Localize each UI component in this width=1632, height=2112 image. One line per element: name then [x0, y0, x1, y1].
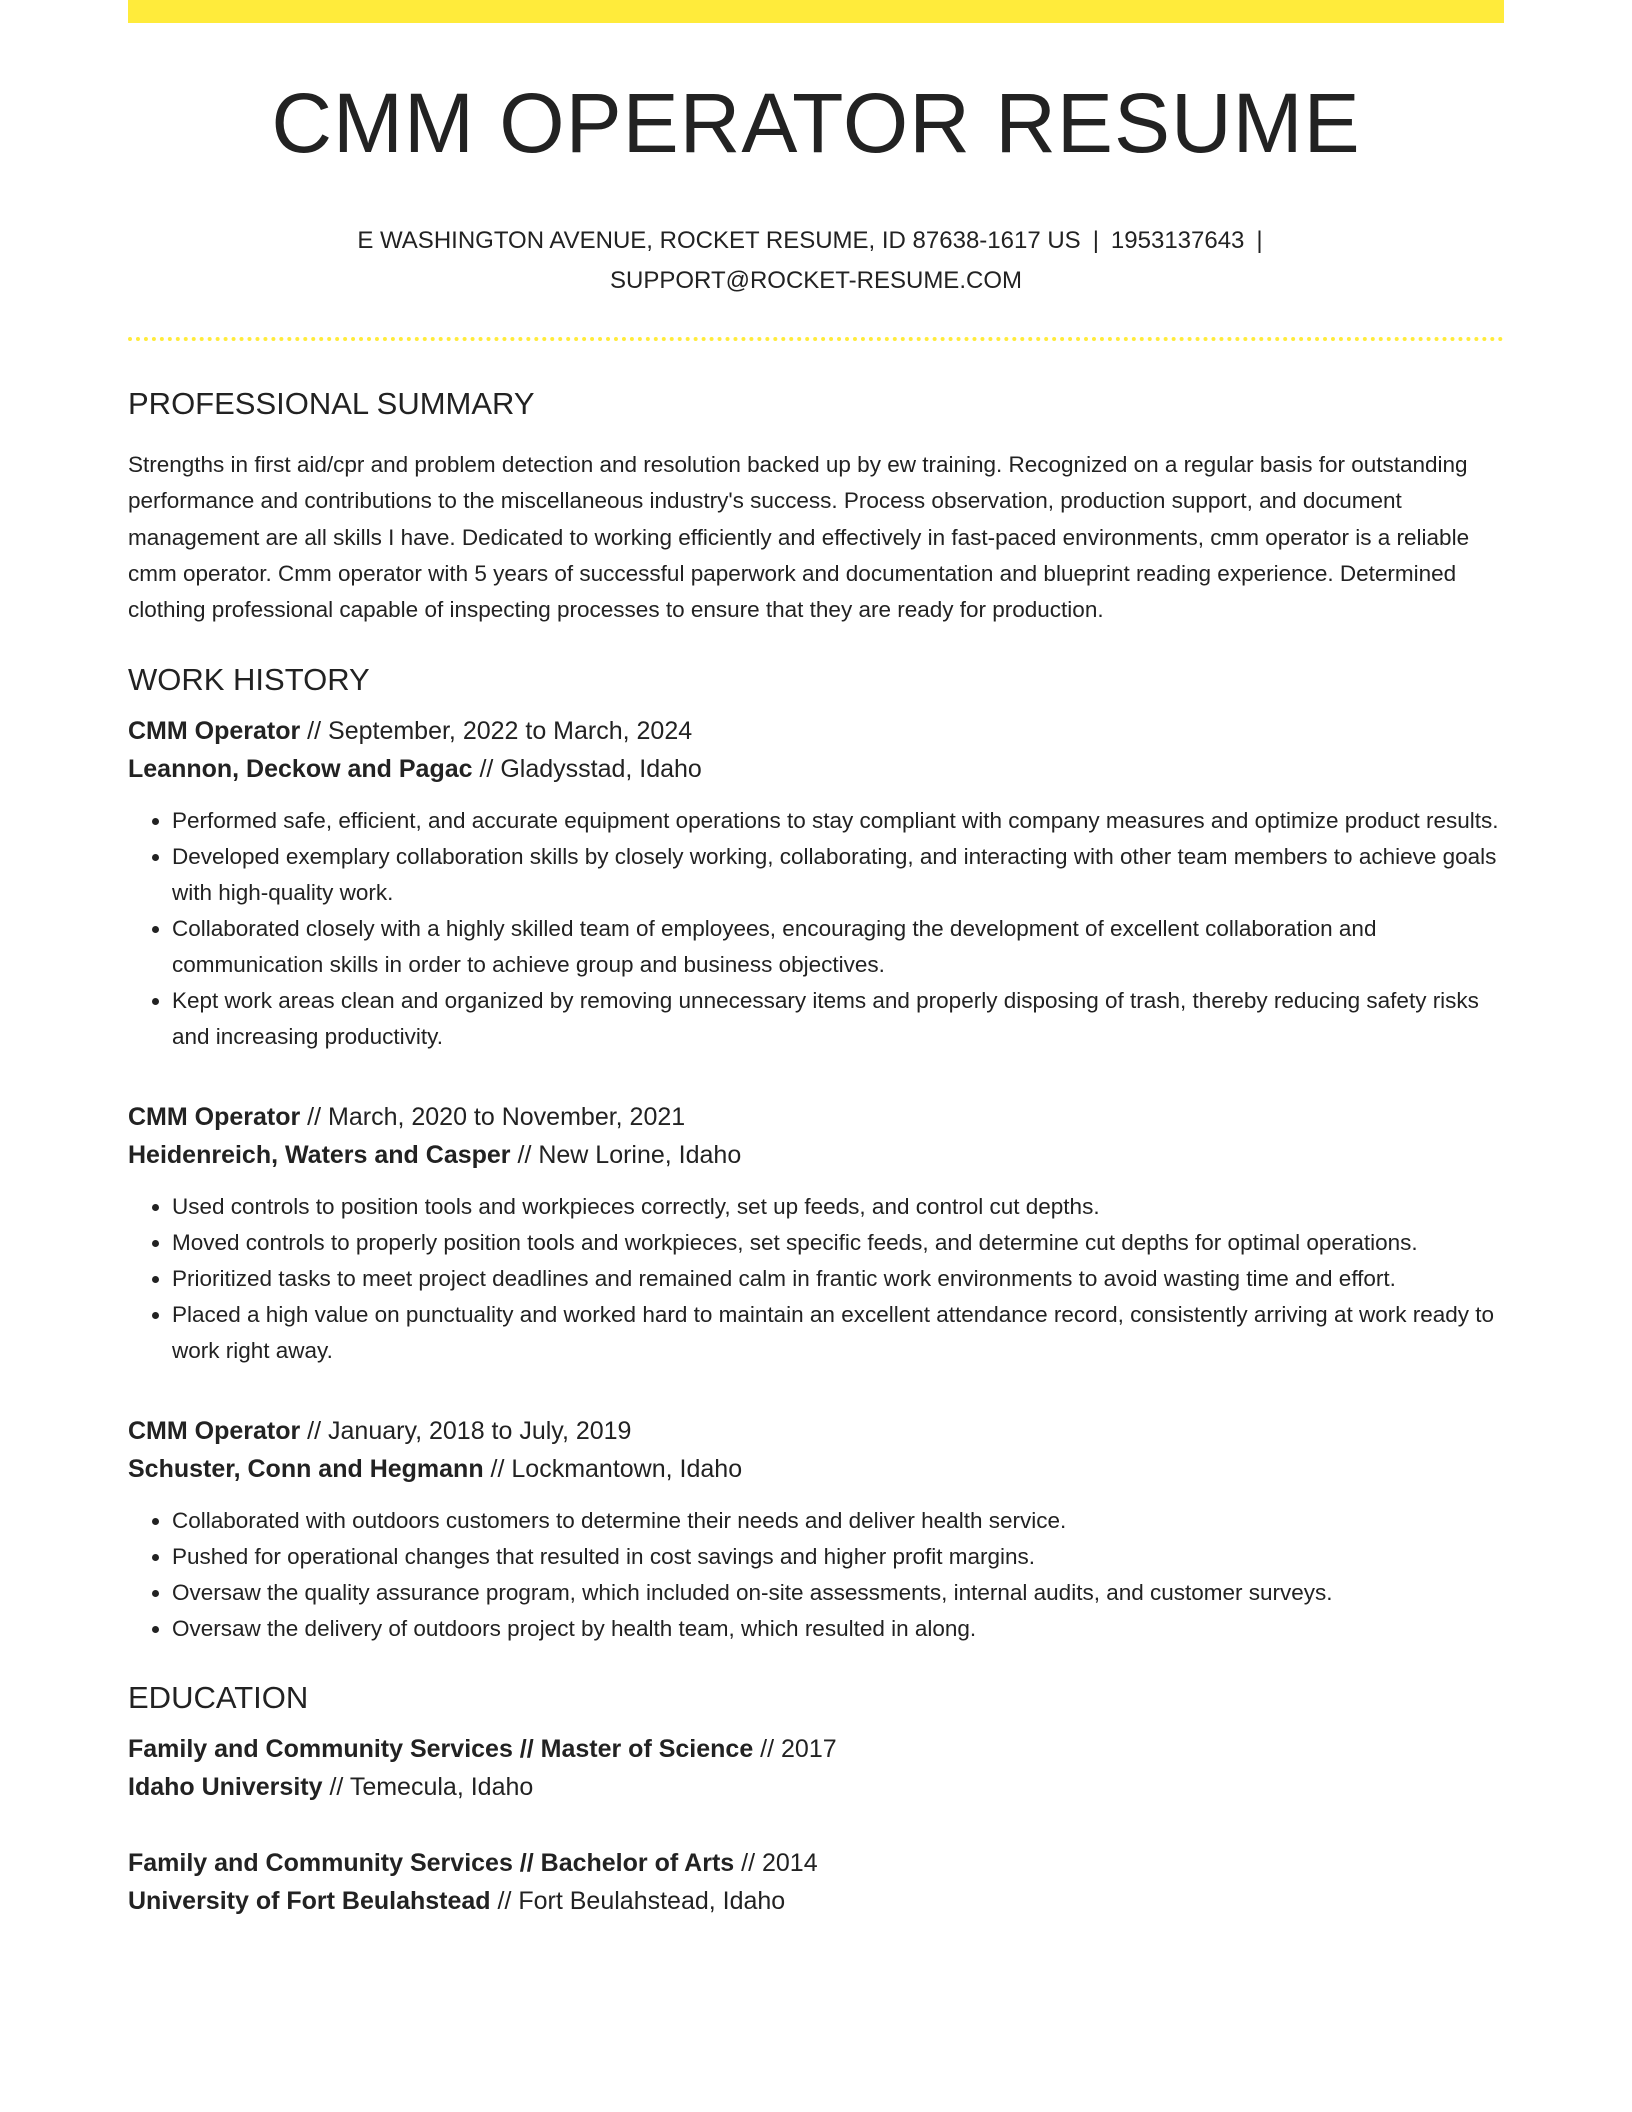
- job-role: CMM Operator: [128, 716, 301, 745]
- job-company-line: [128, 1450, 1504, 1488]
- contact-separator: |: [1256, 227, 1263, 254]
- job-bullets: [128, 1503, 1504, 1647]
- list-item: • Placed a high value on punctuality and worked hard to maintain an excellent attendance record, consistently arriving at work ready to work right away.: [172, 1297, 1504, 1369]
- job-company-line: [128, 750, 1504, 788]
- contact-separator: |: [1092, 227, 1099, 254]
- education-school-line: [128, 1882, 1504, 1920]
- job-dates: // January, 2018 to July, 2019: [300, 1416, 632, 1445]
- education-degree-line: [128, 1730, 1504, 1768]
- job-entry: [128, 712, 1504, 1055]
- job-entry: [128, 1412, 1504, 1647]
- education-year: // 2017: [753, 1735, 837, 1764]
- list-item: • Performed safe, efficient, and accurate equipment operations to stay compliant with company measures and optimize product results.: [172, 803, 1504, 839]
- list-item: • Collaborated with outdoors customers to determine their needs and deliver health service.: [172, 1503, 1504, 1539]
- education-location: // Temecula, Idaho: [322, 1773, 534, 1802]
- education-section: [128, 1679, 1504, 1920]
- contact-info: [316, 221, 1316, 301]
- list-item: • Used controls to position tools and workpieces correctly, set up feeds, and control cut depths.: [172, 1189, 1504, 1225]
- top-accent-bar: [128, 0, 1504, 23]
- resume-title: CMM OPERATOR RESUME: [271, 76, 1361, 170]
- work-history-heading: WORK HISTORY: [128, 661, 370, 697]
- education-entry: [128, 1844, 1504, 1920]
- education-school-line: [128, 1768, 1504, 1806]
- education-entry: [128, 1730, 1504, 1806]
- job-company: Leannon, Deckow and Pagac: [128, 754, 473, 783]
- job-entry: [128, 1098, 1504, 1369]
- list-item: • Developed exemplary collaboration skills by closely working, collaborating, and interacting with other team members to achieve goals with high-quality work.: [172, 839, 1504, 911]
- work-history-section: [128, 661, 1504, 1647]
- education-school: University of Fort Beulahstead: [128, 1887, 491, 1916]
- job-bullets: [128, 803, 1504, 1055]
- job-role: CMM Operator: [128, 1102, 301, 1131]
- job-location: // Gladysstad, Idaho: [472, 754, 702, 783]
- list-item: • Moved controls to properly position tools and workpieces, set specific feeds, and determine cut depths for optimal operations.: [172, 1225, 1504, 1261]
- list-item: • Prioritized tasks to meet project deadlines and remained calm in frantic work environments to avoid wasting time and effort.: [172, 1261, 1504, 1297]
- job-title-line: [128, 712, 1504, 750]
- education-degree: Family and Community Services // Master of Science: [128, 1735, 754, 1764]
- education-degree: Family and Community Services // Bachelor of Arts: [128, 1849, 735, 1878]
- list-item: • Kept work areas clean and organized by removing unnecessary items and properly disposing of trash, thereby reducing safety risks and increasing productivity.: [172, 983, 1504, 1055]
- education-year: // 2014: [734, 1849, 818, 1878]
- dotted-divider: [128, 337, 1504, 341]
- contact-address: E WASHINGTON AVENUE, ROCKET RESUME, ID 87638-1617 US: [357, 227, 1081, 254]
- education-heading: EDUCATION: [128, 1679, 309, 1715]
- summary-heading: PROFESSIONAL SUMMARY: [128, 386, 535, 421]
- resume-page: [128, 0, 1504, 1920]
- contact-phone: 1953137643: [1110, 227, 1245, 254]
- education-degree-line: [128, 1844, 1504, 1882]
- job-company-line: [128, 1136, 1504, 1174]
- contact-email[interactable]: SUPPORT@ROCKET-RESUME.COM: [610, 267, 1022, 294]
- job-company: Heidenreich, Waters and Casper: [128, 1140, 511, 1169]
- job-company: Schuster, Conn and Hegmann: [128, 1454, 484, 1483]
- list-item: • Oversaw the delivery of outdoors project by health team, which resulted in along.: [172, 1611, 1504, 1647]
- job-dates: // September, 2022 to March, 2024: [300, 716, 693, 745]
- job-title-line: [128, 1412, 1504, 1450]
- job-role: CMM Operator: [128, 1416, 301, 1445]
- list-item: • Collaborated closely with a highly skilled team of employees, encouraging the development of excellent collaboration and communication skills in order to achieve group and business objectives.: [172, 911, 1504, 983]
- job-location: // Lockmantown, Idaho: [483, 1454, 743, 1483]
- job-title-line: [128, 1098, 1504, 1136]
- summary-text: Strengths in first aid/cpr and problem detection and resolution backed up by ew training. Recognized on a regular basis for outstanding performance and contributions to the miscellaneous industry's success. Process observation, production support, and document management are all skills I have. Dedicated to working efficiently and effectively in fast-paced environments, cmm operator is a reliable cmm operator. Cmm operator with 5 years of successful paperwork and documentation and blueprint reading experience. Determined clothing professional capable of inspecting processes to ensure that they are ready for production.: [128, 452, 1470, 623]
- education-location: // Fort Beulahstead, Idaho: [490, 1887, 786, 1916]
- summary-section: [128, 385, 1504, 629]
- job-bullets: [128, 1189, 1504, 1369]
- job-location: // New Lorine, Idaho: [510, 1140, 742, 1169]
- job-dates: // March, 2020 to November, 2021: [300, 1102, 686, 1131]
- education-school: Idaho University: [128, 1773, 323, 1802]
- list-item: • Pushed for operational changes that resulted in cost savings and higher profit margins.: [172, 1539, 1504, 1575]
- list-item: • Oversaw the quality assurance program, which included on-site assessments, internal audits, and customer surveys.: [172, 1575, 1504, 1611]
